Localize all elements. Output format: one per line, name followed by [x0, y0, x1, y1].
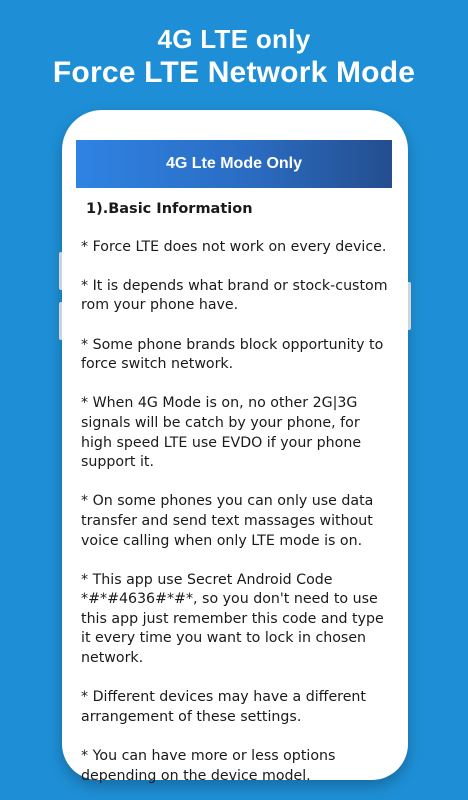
app-header — [76, 140, 392, 188]
section-heading: 1).Basic Information — [86, 201, 253, 217]
info-paragraph: * Different devices may have a different arrangement of these settings. — [81, 689, 366, 725]
info-paragraph: * This app use Secret Android Code *#*#4636#*#*, so you don't need to use this app just remember this code and type it every time you want to lock in chosen network. — [81, 571, 384, 667]
promo-title-line1: 4G LTE only — [157, 24, 311, 54]
app-header-title: 4G Lte Mode Only — [165, 155, 302, 172]
phone-screen — [76, 140, 392, 784]
info-paragraph: * Force LTE does not work on every device. — [81, 238, 387, 255]
info-paragraph: * You can have more or less options depending on the device model. — [81, 748, 336, 784]
info-paragraph: * Some phone brands block opportunity to force switch network. — [81, 336, 384, 373]
info-paragraph: * It is depends what brand or stock-custom rom your phone have. — [81, 277, 388, 314]
promo-title-line2: Force LTE Network Mode — [52, 56, 416, 89]
info-paragraph: * When 4G Mode is on, no other 2G|3G signals will be catch by your phone, for high speed LTE use EVDO if your phone support it. — [81, 395, 362, 471]
phone-frame — [62, 110, 408, 784]
info-content[interactable] — [76, 188, 392, 786]
info-paragraph: * On some phones you can only use data transfer and send text massages without voice calling when only LTE mode is on. — [81, 493, 374, 549]
